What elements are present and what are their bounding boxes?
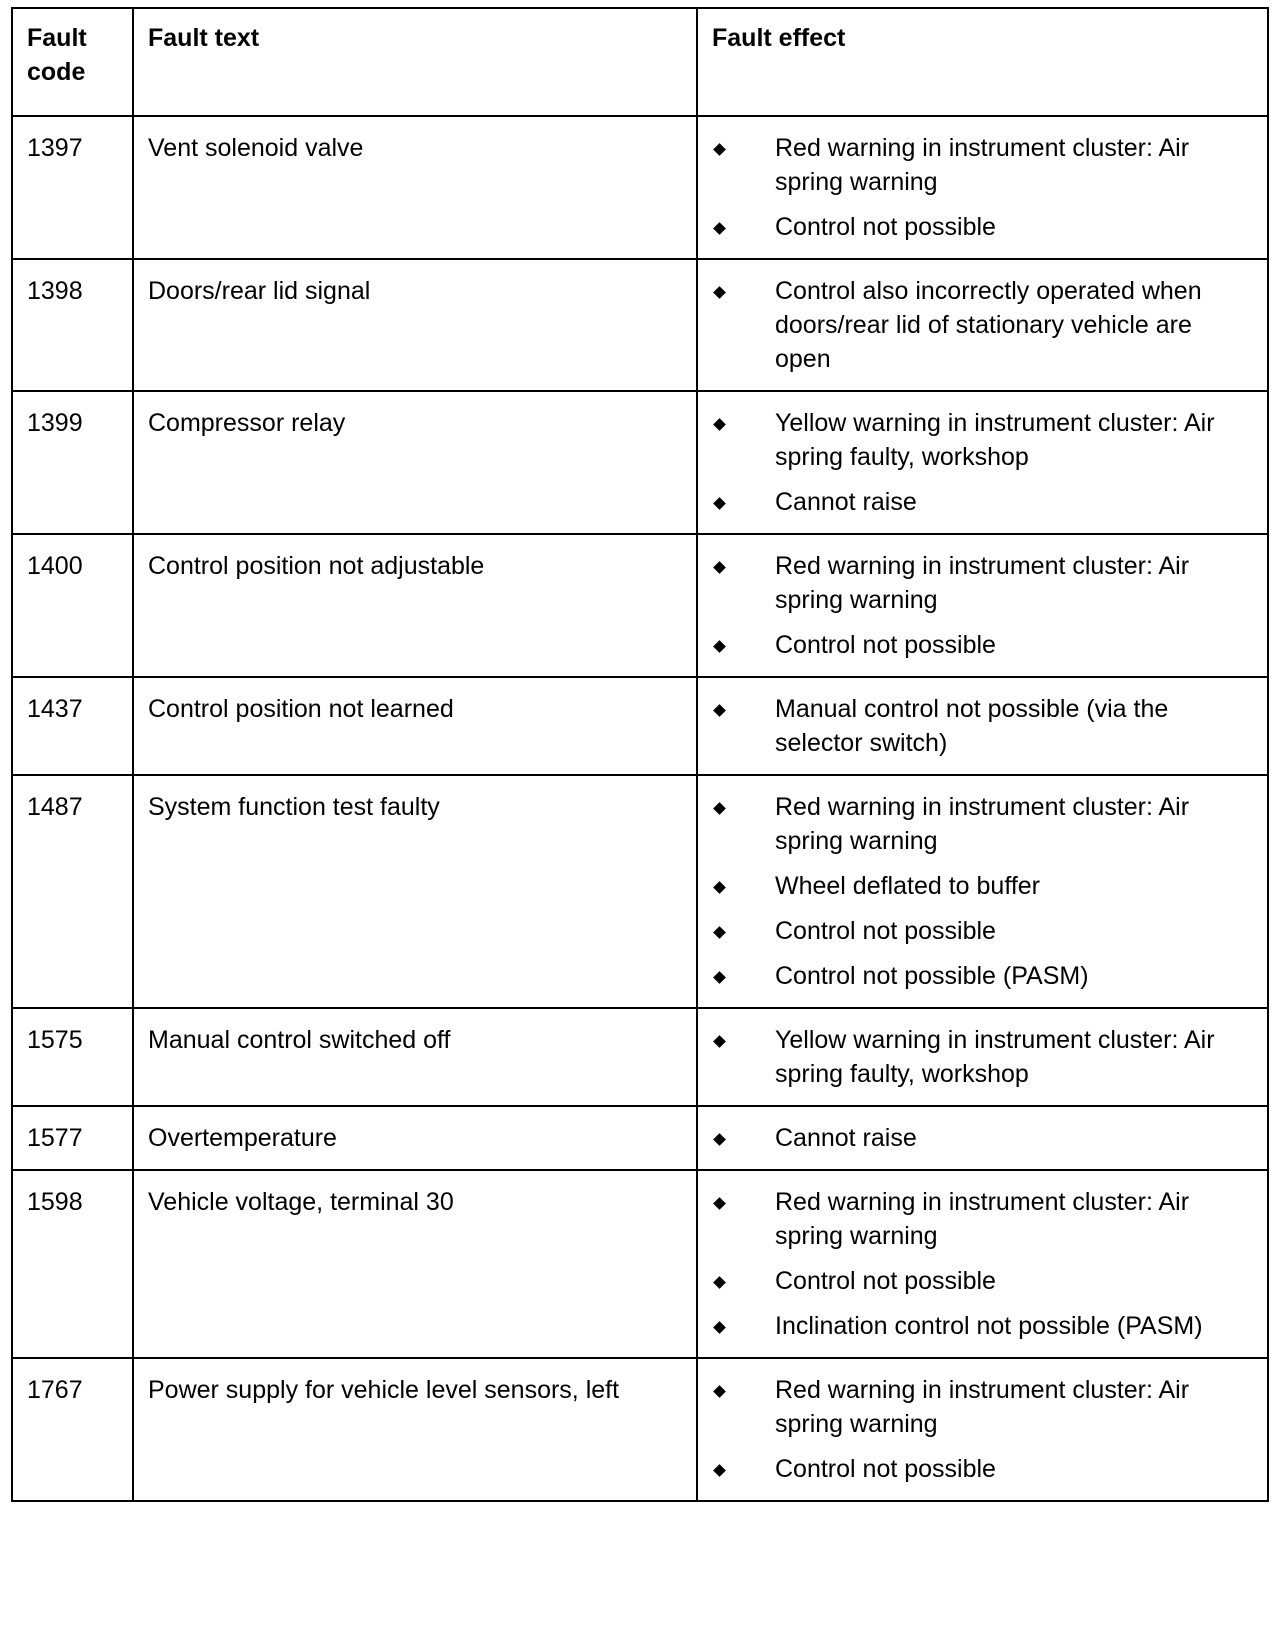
fault-effect-cell xyxy=(697,677,1268,775)
header-fault-code: Fault code xyxy=(12,8,133,116)
fault-code-cell: 1398 xyxy=(12,259,133,391)
list-item xyxy=(712,210,1253,244)
fault-text-cell: Control position not learned xyxy=(133,677,697,775)
diamond-bullet-icon xyxy=(713,418,726,431)
fault-effect-list xyxy=(712,131,1253,244)
fault-code-cell: 1577 xyxy=(12,1106,133,1170)
list-item xyxy=(712,1023,1253,1091)
diamond-bullet-icon xyxy=(713,1321,726,1334)
table-row xyxy=(12,391,1268,534)
fault-effect-list xyxy=(712,1023,1253,1091)
list-item xyxy=(712,1309,1253,1343)
fault-effect-text: Control not possible xyxy=(775,1267,996,1295)
fault-effect-list xyxy=(712,692,1253,760)
fault-effect-cell xyxy=(697,259,1268,391)
list-item xyxy=(712,869,1253,903)
fault-code-cell: 1598 xyxy=(12,1170,133,1358)
fault-effect-list xyxy=(712,1185,1253,1343)
fault-effect-text: Manual control not possible (via the selector switch) xyxy=(775,695,1169,757)
fault-effect-cell xyxy=(697,1170,1268,1358)
fault-text-cell: Doors/rear lid signal xyxy=(133,259,697,391)
diamond-bullet-icon xyxy=(713,1385,726,1398)
fault-effect-list xyxy=(712,1121,1253,1155)
fault-text-cell: Compressor relay xyxy=(133,391,697,534)
header-fault-text: Fault text xyxy=(133,8,697,116)
fault-effect-list xyxy=(712,549,1253,662)
fault-effect-text: Control not possible (PASM) xyxy=(775,962,1089,990)
diamond-bullet-icon xyxy=(713,561,726,574)
diamond-bullet-icon xyxy=(713,1035,726,1048)
fault-effect-text: Red warning in instrument cluster: Air spring warning xyxy=(775,1376,1190,1438)
fault-effect-text: Inclination control not possible (PASM) xyxy=(775,1312,1203,1340)
fault-effect-cell xyxy=(697,116,1268,259)
list-item xyxy=(712,628,1253,662)
list-item xyxy=(712,1121,1253,1155)
list-item xyxy=(712,959,1253,993)
header-fault-effect: Fault effect xyxy=(697,8,1268,116)
fault-effect-list xyxy=(712,790,1253,993)
table-row xyxy=(12,259,1268,391)
fault-effect-cell xyxy=(697,391,1268,534)
diamond-bullet-icon xyxy=(713,1276,726,1289)
fault-effect-text: Control not possible xyxy=(775,631,996,659)
diamond-bullet-icon xyxy=(713,286,726,299)
table-row xyxy=(12,1170,1268,1358)
table-header-row xyxy=(12,8,1268,116)
fault-effect-text: Cannot raise xyxy=(775,488,917,516)
diamond-bullet-icon xyxy=(713,222,726,235)
list-item xyxy=(712,406,1253,474)
fault-text-cell: Vent solenoid valve xyxy=(133,116,697,259)
list-item xyxy=(712,1264,1253,1298)
diamond-bullet-icon xyxy=(713,143,726,156)
table-body xyxy=(12,116,1268,1501)
diamond-bullet-icon xyxy=(713,497,726,510)
fault-effect-cell xyxy=(697,1358,1268,1501)
fault-code-cell: 1487 xyxy=(12,775,133,1008)
fault-code-table xyxy=(11,7,1269,1502)
fault-effect-text: Red warning in instrument cluster: Air spring warning xyxy=(775,793,1190,855)
diamond-bullet-icon xyxy=(713,1197,726,1210)
fault-code-cell: 1400 xyxy=(12,534,133,677)
fault-text-cell: System function test faulty xyxy=(133,775,697,1008)
diamond-bullet-icon xyxy=(713,802,726,815)
fault-effect-text: Wheel deflated to buffer xyxy=(775,872,1040,900)
diamond-bullet-icon xyxy=(713,971,726,984)
table-row xyxy=(12,534,1268,677)
fault-effect-text: Control not possible xyxy=(775,1455,996,1483)
fault-effect-text: Control not possible xyxy=(775,213,996,241)
fault-code-cell: 1437 xyxy=(12,677,133,775)
fault-code-cell: 1397 xyxy=(12,116,133,259)
fault-effect-text: Yellow warning in instrument cluster: Air spring faulty, workshop xyxy=(775,409,1215,471)
fault-code-cell: 1575 xyxy=(12,1008,133,1106)
diamond-bullet-icon xyxy=(713,1464,726,1477)
table-row xyxy=(12,116,1268,259)
table-row xyxy=(12,1358,1268,1501)
fault-effect-text: Control not possible xyxy=(775,917,996,945)
table-row xyxy=(12,775,1268,1008)
fault-effect-text: Red warning in instrument cluster: Air spring warning xyxy=(775,134,1190,196)
fault-effect-cell xyxy=(697,775,1268,1008)
list-item xyxy=(712,549,1253,617)
fault-text-cell: Manual control switched off xyxy=(133,1008,697,1106)
fault-effect-cell xyxy=(697,1008,1268,1106)
fault-code-cell: 1767 xyxy=(12,1358,133,1501)
diamond-bullet-icon xyxy=(713,640,726,653)
list-item xyxy=(712,1452,1253,1486)
list-item xyxy=(712,914,1253,948)
diamond-bullet-icon xyxy=(713,1133,726,1146)
list-item xyxy=(712,790,1253,858)
fault-effect-cell xyxy=(697,1106,1268,1170)
fault-effect-cell xyxy=(697,534,1268,677)
fault-effect-text: Red warning in instrument cluster: Air spring warning xyxy=(775,552,1190,614)
list-item xyxy=(712,692,1253,760)
diamond-bullet-icon xyxy=(713,926,726,939)
list-item xyxy=(712,1373,1253,1441)
fault-code-cell: 1399 xyxy=(12,391,133,534)
list-item xyxy=(712,274,1253,376)
fault-text-cell: Control position not adjustable xyxy=(133,534,697,677)
table-row xyxy=(12,1008,1268,1106)
list-item xyxy=(712,1185,1253,1253)
diamond-bullet-icon xyxy=(713,881,726,894)
list-item xyxy=(712,485,1253,519)
list-item xyxy=(712,131,1253,199)
fault-effect-list xyxy=(712,1373,1253,1486)
fault-effect-text: Control also incorrectly operated when doors/rear lid of stationary vehicle are open xyxy=(775,277,1202,373)
diamond-bullet-icon xyxy=(713,704,726,717)
fault-effect-text: Yellow warning in instrument cluster: Air spring faulty, workshop xyxy=(775,1026,1215,1088)
fault-effect-list xyxy=(712,274,1253,376)
fault-effect-text: Red warning in instrument cluster: Air spring warning xyxy=(775,1188,1190,1250)
fault-effect-list xyxy=(712,406,1253,519)
table-row xyxy=(12,677,1268,775)
fault-text-cell: Vehicle voltage, terminal 30 xyxy=(133,1170,697,1358)
fault-text-cell: Power supply for vehicle level sensors, left xyxy=(133,1358,697,1501)
table-row xyxy=(12,1106,1268,1170)
fault-effect-text: Cannot raise xyxy=(775,1124,917,1152)
fault-text-cell: Overtemperature xyxy=(133,1106,697,1170)
